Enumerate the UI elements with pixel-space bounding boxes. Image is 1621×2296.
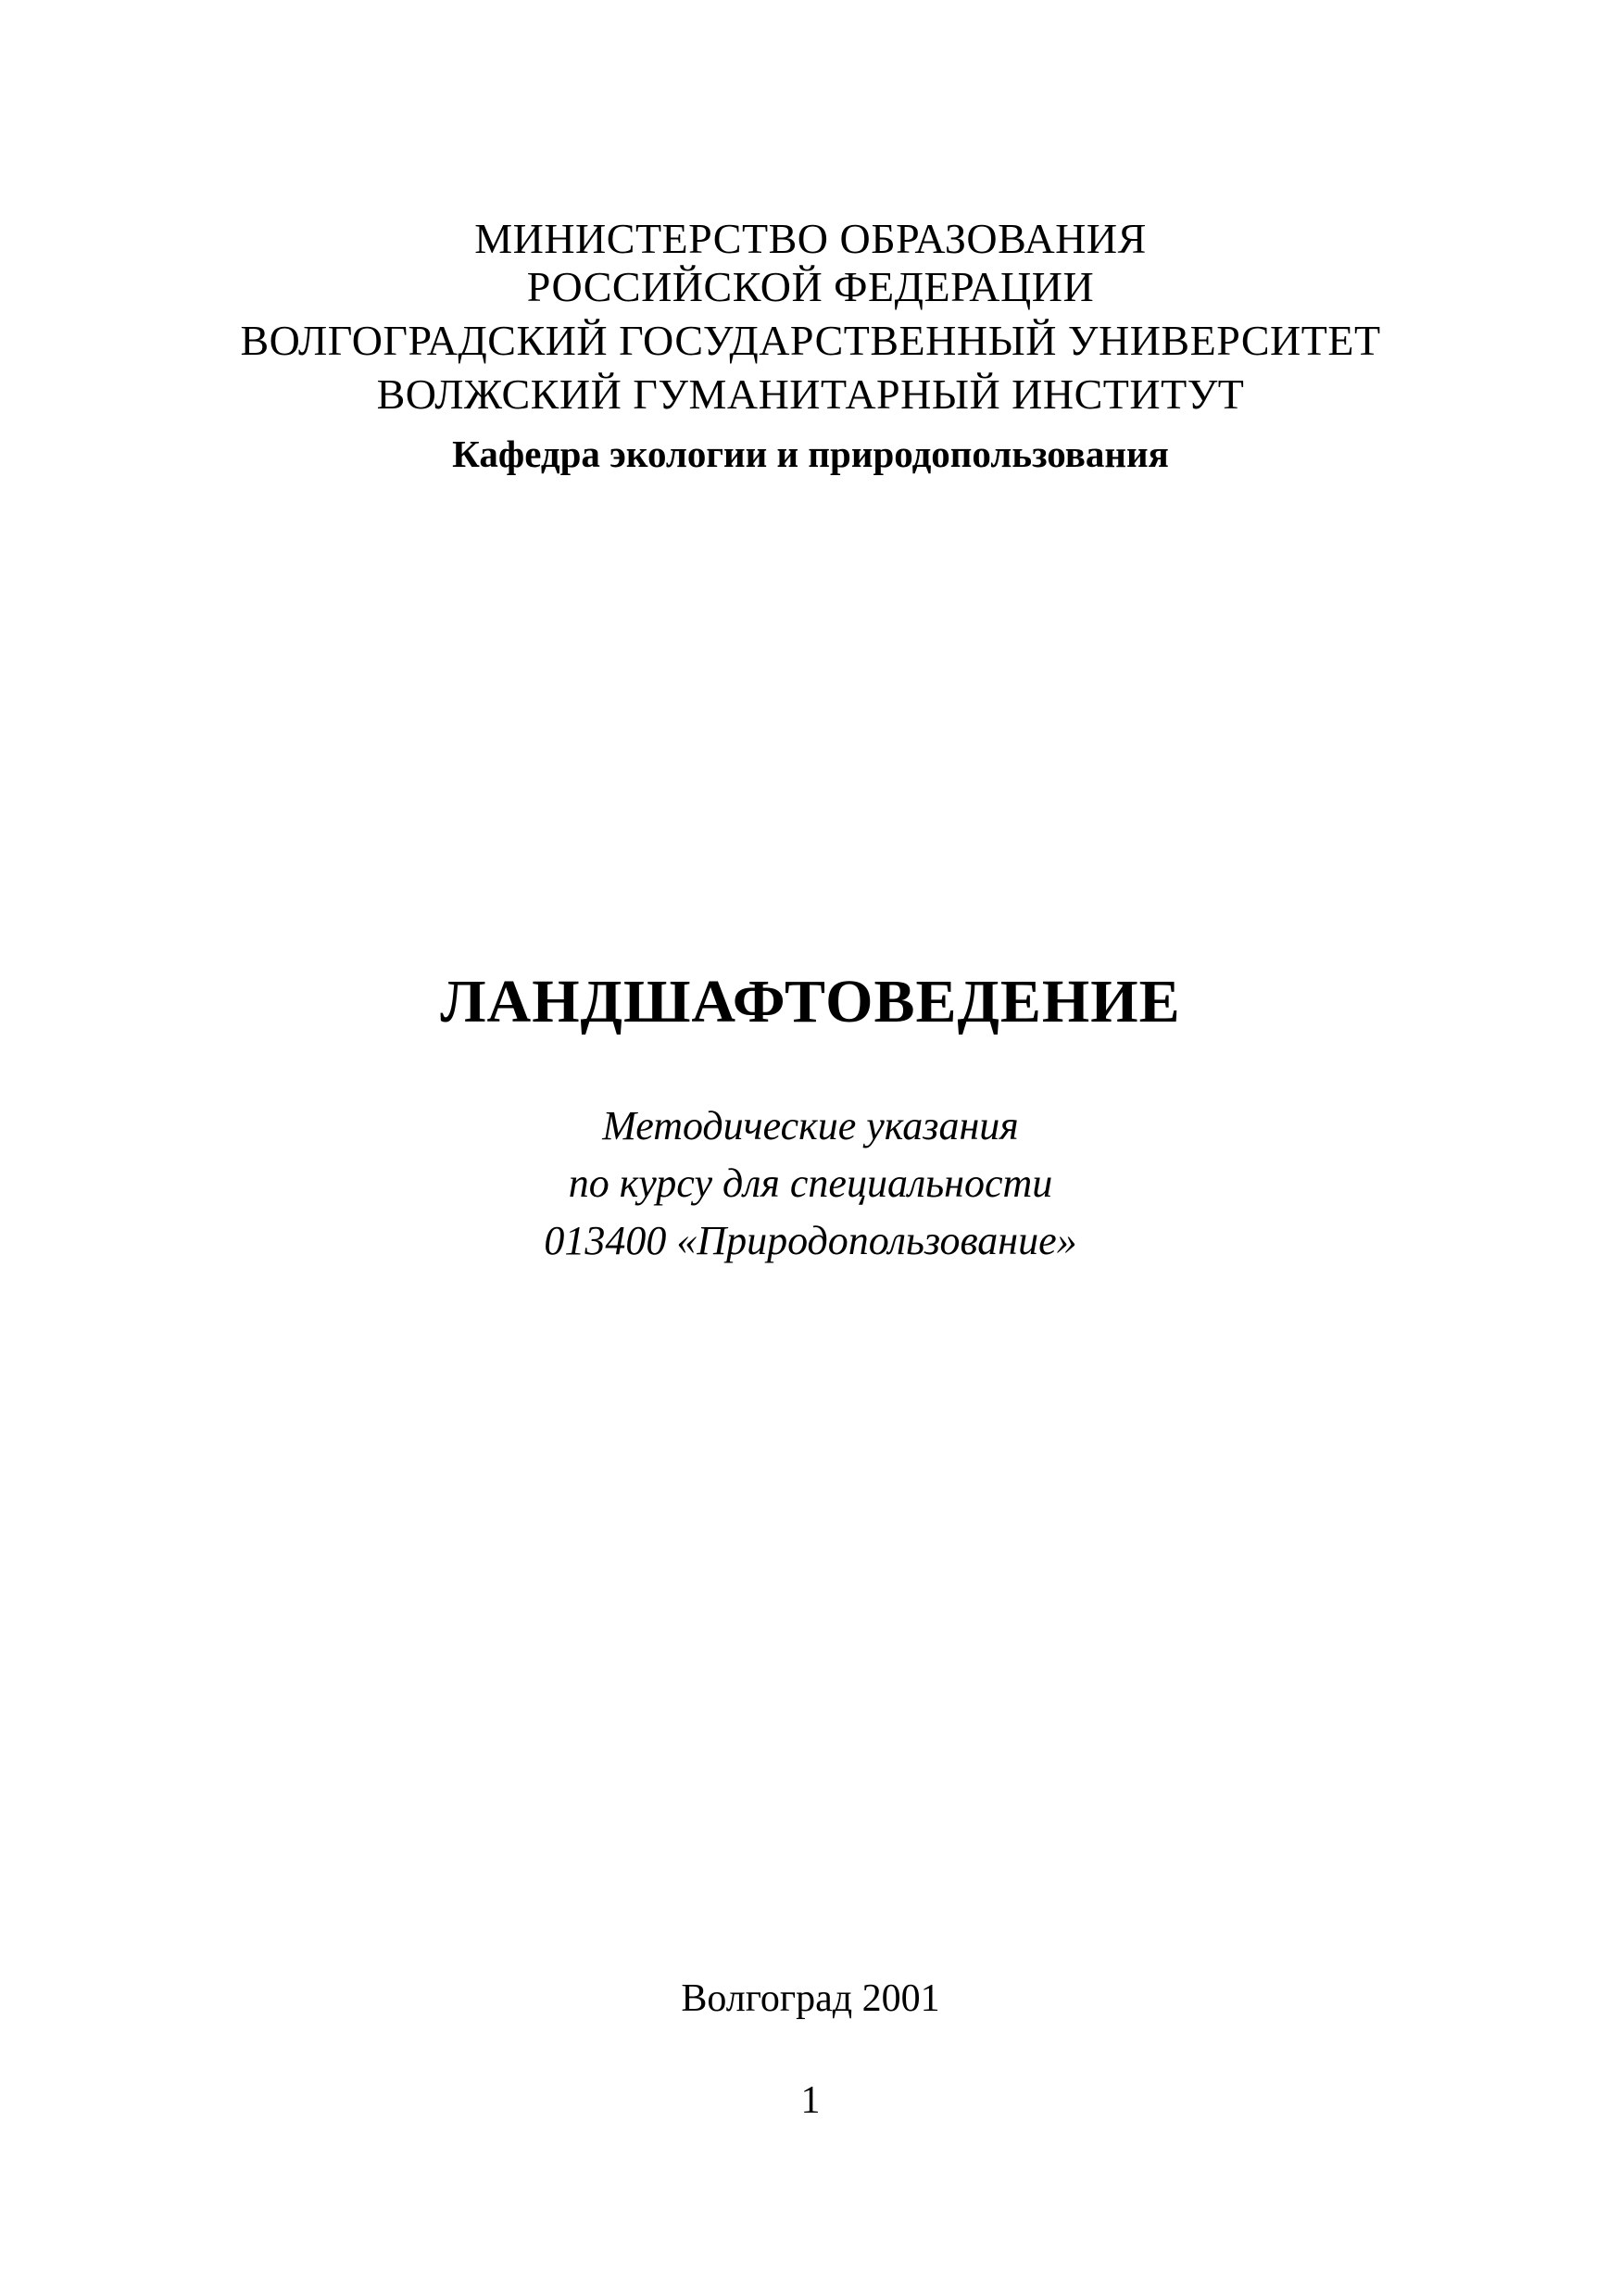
department-name: Кафедра экологии и природопользования xyxy=(452,433,1169,475)
subtitle-line-3: 013400 «Природопользование» xyxy=(544,1218,1077,1263)
subtitle-line-1: Методические указания xyxy=(602,1103,1019,1148)
city-year-imprint: Волгоград 2001 xyxy=(681,1977,940,2020)
document-title: ЛАНДШАФТОВЕДЕНИЕ xyxy=(440,968,1181,1035)
subtitle-line-2: по курсу для специальности xyxy=(568,1161,1053,1206)
university-name: ВОЛГОГРАДСКИЙ ГОСУДАРСТВЕННЫЙ УНИВЕРСИТЕТ xyxy=(240,317,1381,364)
ministry-line-1: МИНИСТЕРСТВО ОБРАЗОВАНИЯ xyxy=(474,215,1147,262)
ministry-line-2: РОССИЙСКОЙ ФЕДЕРАЦИИ xyxy=(526,263,1095,310)
page-number: 1 xyxy=(800,2079,821,2122)
institute-name: ВОЛЖСКИЙ ГУМАНИТАРНЫЙ ИНСТИТУТ xyxy=(376,370,1245,418)
